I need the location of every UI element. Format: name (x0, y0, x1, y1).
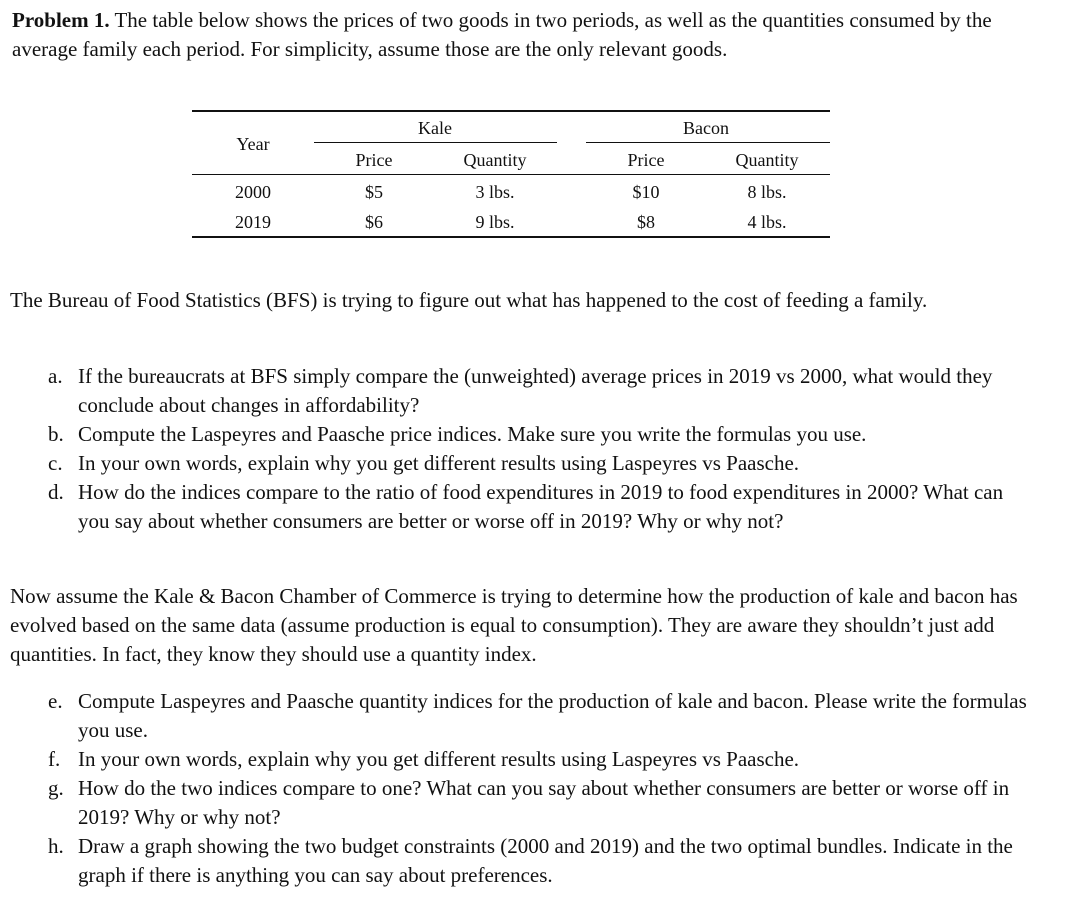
question-f-text: In your own words, explain why you get different results using Laspeyres vs Paasche. (78, 747, 800, 771)
table-top-rule (192, 110, 830, 112)
question-d-label: d. (48, 480, 64, 504)
problem-label: Problem 1. (12, 8, 110, 32)
row-2000-bacon-price: $10 (632, 182, 660, 202)
question-f (48, 745, 1028, 774)
question-c (48, 449, 1028, 478)
question-a-text: If the bureaucrats at BFS simply compare the (unweighted) average prices in 2019 vs 2000, what would they conclude about changes in affordability? (78, 364, 993, 417)
row-2000-kale-quantity: 3 lbs. (475, 182, 515, 202)
row-2019-kale-price: $6 (365, 212, 383, 232)
question-h-label: h. (48, 834, 64, 858)
kale-header: Kale (418, 118, 452, 138)
question-h-text: Draw a graph showing the two budget constraints (2000 and 2019) and the two optimal bundles. Indicate in the graph if there is anything you can say about preferences. (78, 834, 1013, 887)
row-2019-year: 2019 (235, 212, 271, 232)
question-e-text: Compute Laspeyres and Paasche quantity indices for the production of kale and bacon. Please write the formulas you use. (78, 689, 1027, 742)
question-c-text: In your own words, explain why you get different results using Laspeyres vs Paasche. (78, 451, 800, 475)
problem-statement (12, 6, 1062, 64)
year-header: Year (236, 134, 270, 154)
kale-price-header: Price (355, 150, 393, 170)
question-a-label: a. (48, 364, 63, 388)
question-b-text: Compute the Laspeyres and Paasche price indices. Make sure you write the formulas you use. (78, 422, 867, 446)
kale-header-rule (314, 142, 557, 143)
chamber-paragraph: Now assume the Kale & Bacon Chamber of Commerce is trying to determine how the production of kale and bacon has evolved based on the same data (assume production is equal to consumption). They are aware they shouldn’t just add quantities. In fact, they know they should use a quantity index. (10, 584, 1018, 666)
problem-text: The table below shows the prices of two goods in two periods, as well as the quantities consumed by the average family each period. For simplicity, assume those are the only relevant goods. (12, 8, 992, 61)
row-2019-bacon-price: $8 (637, 212, 655, 232)
question-b-label: b. (48, 422, 64, 446)
question-g-text: How do the two indices compare to one? What can you say about whether consumers are better or worse off in 2019? Why or why not? (78, 776, 1010, 829)
kale-quantity-header: Quantity (463, 150, 527, 170)
question-f-label: f. (48, 747, 61, 771)
question-g (48, 774, 1028, 832)
question-d-text: How do the indices compare to the ratio of food expenditures in 2019 to food expenditures in 2000? What can you say about whether consumers are better or worse off in 2019? Why or why not? (78, 480, 1004, 533)
question-b (48, 420, 1028, 449)
price-quantity-table (192, 110, 830, 240)
question-e (48, 687, 1028, 745)
row-2000-kale-price: $5 (365, 182, 383, 202)
question-d (48, 478, 1028, 536)
table-bottom-rule (192, 236, 830, 238)
question-e-label: e. (48, 689, 63, 713)
row-2019-bacon-quantity: 4 lbs. (747, 212, 787, 232)
bacon-header-rule (586, 142, 830, 143)
question-a (48, 362, 1028, 420)
question-h (48, 832, 1028, 890)
bacon-price-header: Price (627, 150, 665, 170)
row-2000-year: 2000 (235, 182, 271, 202)
row-2019-kale-quantity: 9 lbs. (475, 212, 515, 232)
quantity-questions-list (48, 687, 1028, 890)
question-g-label: g. (48, 776, 64, 800)
question-c-label: c. (48, 451, 63, 475)
row-2000-bacon-quantity: 8 lbs. (747, 182, 787, 202)
table-header-rule (192, 174, 830, 175)
bacon-quantity-header: Quantity (735, 150, 799, 170)
bfs-paragraph: The Bureau of Food Statistics (BFS) is trying to figure out what has happened to the cost of feeding a family. (10, 288, 928, 312)
price-questions-list (48, 362, 1028, 536)
bacon-header: Bacon (683, 118, 729, 138)
